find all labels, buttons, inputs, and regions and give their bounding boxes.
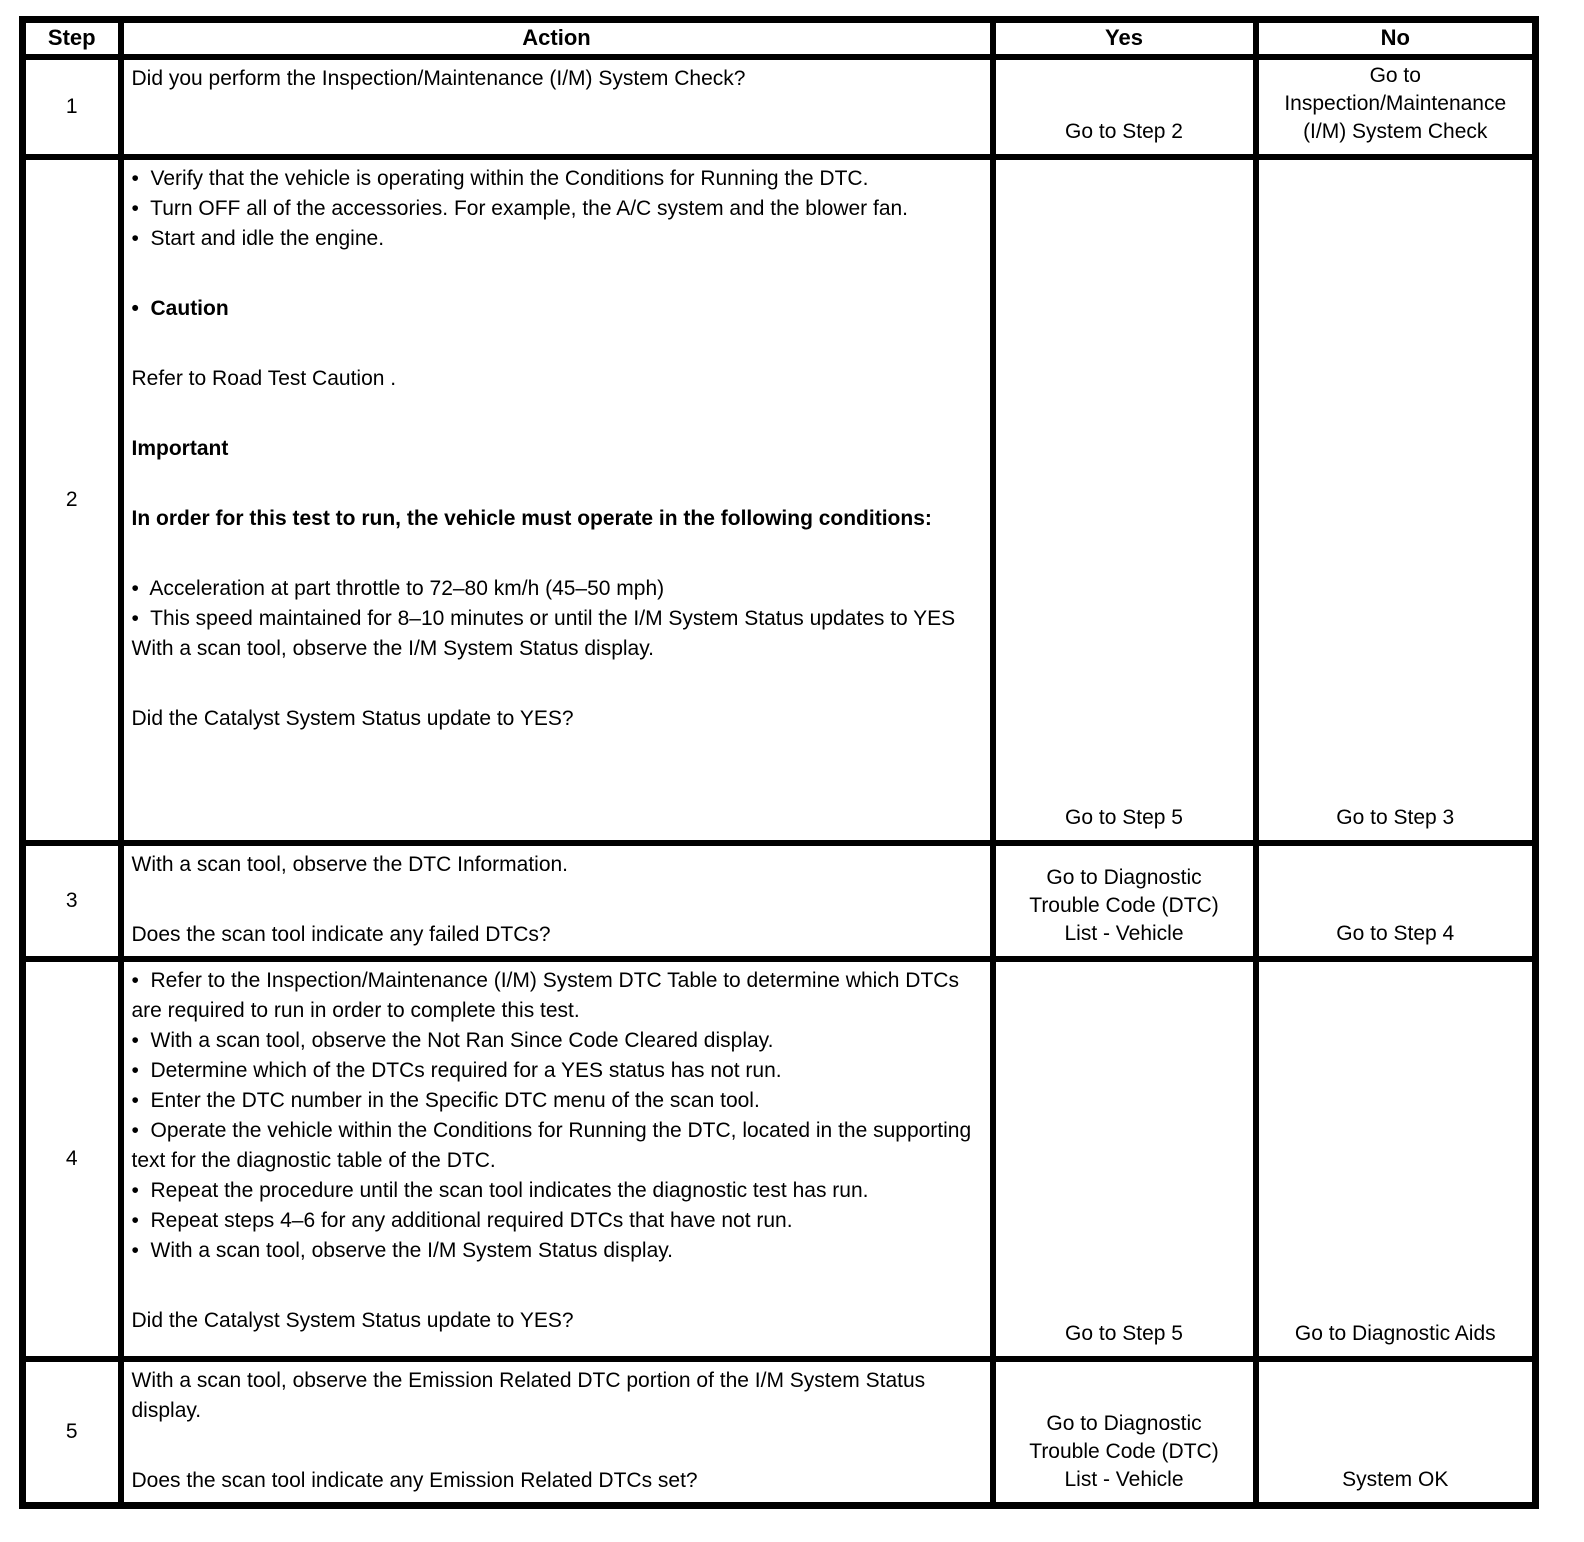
- action-heading: Important: [131, 436, 229, 460]
- action-text: Did the Catalyst System Status update to YES?: [131, 706, 574, 730]
- yes-text: Go to Step 5: [1065, 805, 1183, 829]
- yes-text: List - Vehicle: [1064, 1467, 1184, 1491]
- action-text: • Operate the vehicle within the Conditions for Running the DTC, located in the supporting text for the diagnostic table of the DTC.: [131, 1118, 972, 1172]
- no-cell: [1256, 157, 1536, 843]
- action-cell: [121, 57, 993, 157]
- action-text: • Verify that the vehicle is operating within the Conditions for Running the DTC.: [131, 166, 869, 190]
- yes-text: Trouble Code (DTC): [1029, 1439, 1219, 1463]
- table-row: [23, 1359, 1536, 1506]
- action-text: Refer to Road Test Caution .: [131, 366, 397, 390]
- step-number: 4: [23, 959, 121, 1359]
- diagnostic-table: [19, 16, 1539, 1509]
- step-number: 2: [23, 157, 121, 843]
- yes-text: List - Vehicle: [1064, 921, 1184, 945]
- no-text: System OK: [1342, 1467, 1449, 1491]
- action-cell: [121, 843, 993, 959]
- step-number: 1: [23, 57, 121, 157]
- action-text: With a scan tool, observe the DTC Information.: [131, 852, 569, 876]
- action-text: • Repeat steps 4–6 for any additional required DTCs that have not run.: [131, 1208, 793, 1232]
- no-cell: [1256, 843, 1536, 959]
- col-header-step: Step: [23, 20, 121, 57]
- no-cell: [1256, 1359, 1536, 1506]
- yes-text: Go to Step 5: [1065, 1321, 1183, 1345]
- action-text: • Repeat the procedure until the scan tool indicates the diagnostic test has run.: [131, 1178, 869, 1202]
- action-cell: [121, 959, 993, 1359]
- no-cell: [1256, 959, 1536, 1359]
- table-row: [23, 843, 1536, 959]
- col-header-action: Action: [121, 20, 993, 57]
- action-text: • With a scan tool, observe the I/M System Status display.: [131, 1238, 674, 1262]
- step-number: 3: [23, 843, 121, 959]
- no-text: Go to Diagnostic Aids: [1294, 1321, 1496, 1345]
- action-text: • This speed maintained for 8–10 minutes or until the I/M System Status updates to YES: [131, 606, 956, 630]
- action-text: • Determine which of the DTCs required for a YES status has not run.: [131, 1058, 782, 1082]
- yes-cell: [993, 843, 1256, 959]
- table-row: [23, 57, 1536, 157]
- table-row: [23, 157, 1536, 843]
- yes-cell: [993, 1359, 1256, 1506]
- action-text: • Turn OFF all of the accessories. For example, the A/C system and the blower fan.: [131, 196, 909, 220]
- action-text: Does the scan tool indicate any failed DTCs?: [131, 922, 551, 946]
- no-text: Inspection/Maintenance: [1284, 91, 1507, 115]
- action-text: • With a scan tool, observe the Not Ran Since Code Cleared display.: [131, 1028, 774, 1052]
- diagnostic-table-body: [23, 57, 1536, 1506]
- action-text: • Enter the DTC number in the Specific DTC menu of the scan tool.: [131, 1088, 760, 1112]
- col-header-no: No: [1256, 20, 1536, 57]
- no-cell: [1256, 57, 1536, 157]
- action-heading: In order for this test to run, the vehicle must operate in the following conditions:: [131, 506, 932, 530]
- no-text: Go to Step 3: [1336, 805, 1455, 829]
- action-text: • Refer to the Inspection/Maintenance (I/M) System DTC Table to determine which DTCs are required to run in order to complete this test.: [131, 968, 959, 1022]
- action-text: Does the scan tool indicate any Emission Related DTCs set?: [131, 1468, 698, 1492]
- action-text: Did you perform the Inspection/Maintenance (I/M) System Check?: [131, 66, 746, 90]
- action-text: Did the Catalyst System Status update to YES?: [131, 1308, 574, 1332]
- action-text: With a scan tool, observe the I/M System Status display.: [131, 636, 654, 660]
- action-text: • Start and idle the engine.: [131, 226, 385, 250]
- yes-text: Trouble Code (DTC): [1029, 893, 1219, 917]
- action-cell: [121, 1359, 993, 1506]
- table-row: [23, 959, 1536, 1359]
- header-row: [23, 20, 1536, 57]
- step-number: 5: [23, 1359, 121, 1506]
- yes-text: Go to Diagnostic: [1046, 865, 1202, 889]
- no-text: Go to: [1369, 63, 1421, 87]
- no-text: (I/M) System Check: [1303, 119, 1488, 143]
- yes-cell: [993, 959, 1256, 1359]
- yes-text: Go to Step 2: [1065, 119, 1183, 143]
- yes-cell: [993, 157, 1256, 843]
- col-header-yes: Yes: [993, 20, 1256, 57]
- action-heading: • Caution: [131, 296, 229, 320]
- no-text: Go to Step 4: [1336, 921, 1455, 945]
- yes-cell: [993, 57, 1256, 157]
- action-text: • Acceleration at part throttle to 72–80 km/h (45–50 mph): [131, 576, 665, 600]
- action-cell: [121, 157, 993, 843]
- yes-text: Go to Diagnostic: [1046, 1411, 1202, 1435]
- action-text: With a scan tool, observe the Emission Related DTC portion of the I/M System Status display.: [131, 1368, 926, 1422]
